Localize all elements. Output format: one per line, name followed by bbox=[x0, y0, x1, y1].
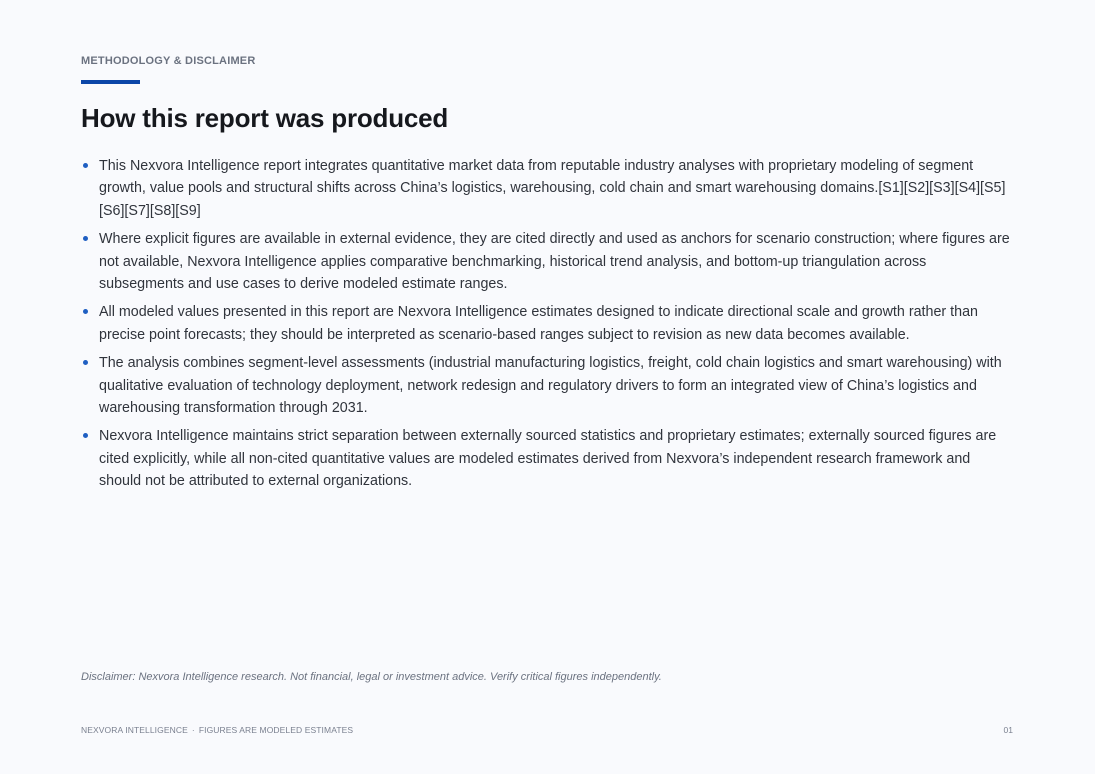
bullet-dot-icon bbox=[83, 433, 88, 438]
bullet-dot-icon bbox=[83, 309, 88, 314]
bullet-item-external-evidence bbox=[81, 228, 1011, 295]
methodology-bullet-list bbox=[81, 155, 1011, 499]
bullet-dot-icon bbox=[83, 236, 88, 241]
bullet-text: This Nexvora Intelligence report integrates quantitative market data from reputable industry analyses with proprietary modeling of segment growth, value pools and structural shifts across China’s logistics, warehousing, cold chain and smart warehousing domains.[S1][S2][S3][S4][S5][S6][S7][S8][S9] bbox=[99, 158, 1006, 219]
bullet-item-source-separation bbox=[81, 425, 1011, 492]
footer-separator: · bbox=[191, 725, 195, 735]
disclaimer-text: Disclaimer: Nexvora Intelligence research. Not financial, legal or investment advice. Verify critical figures independently. bbox=[81, 671, 662, 683]
bullet-text: All modeled values presented in this report are Nexvora Intelligence estimates designed to indicate directional scale and growth rather than precise point forecasts; they should be interpreted as scenario-based ranges subject to revision as new data becomes available. bbox=[99, 304, 978, 343]
bullet-text: The analysis combines segment-level assessments (industrial manufacturing logistics, freight, cold chain logistics and smart warehousing) with qualitative evaluation of technology deployment, network redesign and regulatory drivers to form an integrated view of China’s logistics and warehousing transformation through 2031. bbox=[99, 355, 1002, 417]
bullet-dot-icon bbox=[83, 360, 88, 365]
footer-brand: NEXVORA INTELLIGENCE bbox=[81, 725, 188, 735]
bullet-text: Where explicit figures are available in external evidence, they are cited directly and used as anchors for scenario construction; where figures are not available, Nexvora Intelligence applies comparative benchmarking, historical trend analysis, and bottom-up triangulation across subsegments and use cases to derive modeled estimate ranges. bbox=[99, 231, 1010, 293]
bullet-item-analysis-scope bbox=[81, 352, 1011, 419]
bullet-dot-icon bbox=[83, 163, 88, 168]
footer-left bbox=[81, 725, 353, 735]
bullet-item-modeled-values bbox=[81, 301, 1011, 346]
page-title: How this report was produced bbox=[81, 103, 449, 133]
bullet-text: Nexvora Intelligence maintains strict separation between externally sourced statistics and proprietary estimates; externally sourced figures are cited explicitly, while all non-cited quantitative values are modeled estimates derived from Nexvora’s independent research framework and should not be attributed to external organizations. bbox=[99, 428, 997, 490]
section-label: METHODOLOGY & DISCLAIMER bbox=[81, 55, 256, 67]
page-number: 01 bbox=[1003, 725, 1013, 735]
bullet-item-data-integration bbox=[81, 155, 1011, 222]
accent-rule bbox=[81, 80, 140, 84]
footer-note: FIGURES ARE MODELED ESTIMATES bbox=[198, 725, 354, 735]
